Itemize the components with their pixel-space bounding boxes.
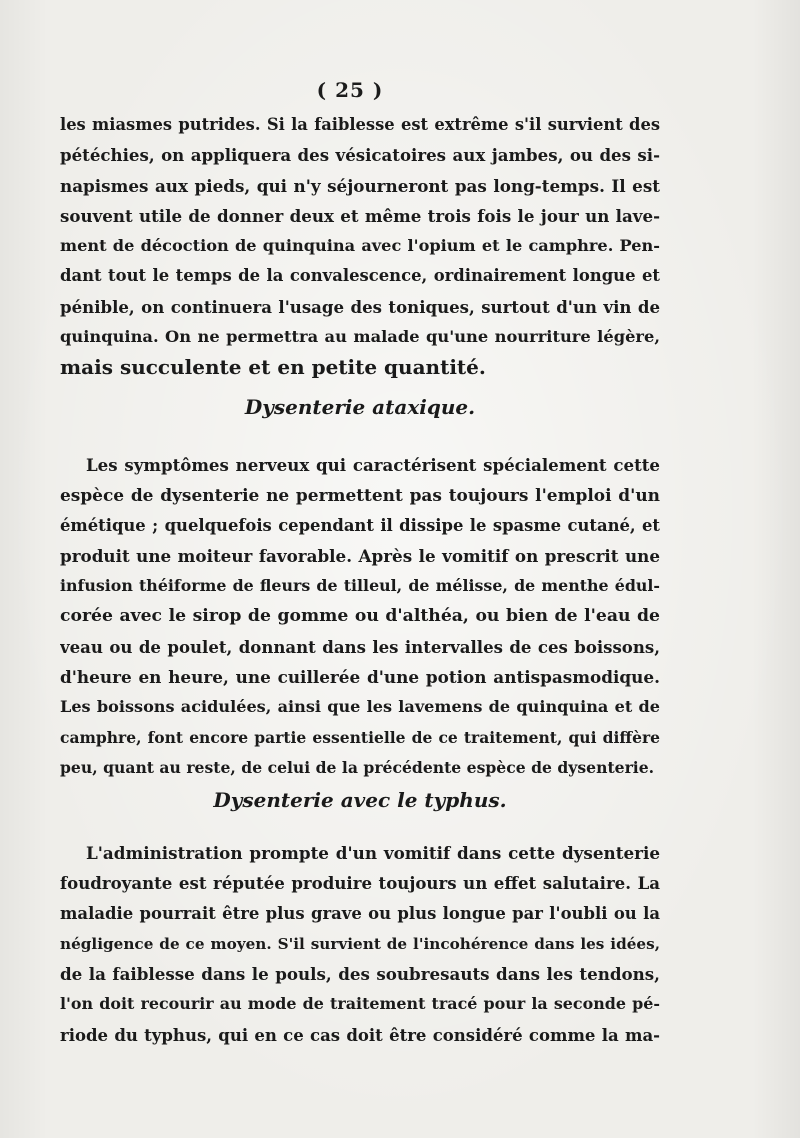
page-number: ( 25 ) [316, 78, 384, 102]
text-line: peu, quant au reste, de celui de la précédente espèce de dysenterie. [60, 757, 655, 777]
text-line: riode du typhus, qui en ce cas doit être considéré comme la ma- [60, 1024, 660, 1045]
text-line: mais succulente et en petite quantité. [60, 355, 486, 380]
text-line: produit une moiteur favorable. Après le vomitif on prescrit une [60, 545, 660, 566]
text-line: Les boissons acidulées, ainsi que les lavemens de quinquina et de [60, 697, 660, 717]
text-line: infusion théiforme de fleurs de tilleul, de mélisse, de menthe édul- [60, 576, 660, 596]
text-line: de la faiblesse dans le pouls, des soubresauts dans les tendons, [60, 964, 660, 985]
text-line: L'administration prompte d'un vomitif dans cette dysenterie [86, 843, 660, 863]
text-line: maladie pourrait être plus grave ou plus longue par l'oubli ou la [60, 903, 660, 923]
text-line: les miasmes putrides. Si la faiblesse est extrême s'il survient des [60, 115, 660, 134]
text-line: l'on doit recourir au mode de traitement tracé pour la seconde pé- [60, 994, 660, 1014]
text-line: ment de décoction de quinquina avec l'opium et le camphre. Pen- [60, 236, 660, 256]
text-line: émétique ; quelquefois cependant il dissipe le spasme cutané, et [60, 515, 660, 535]
text-line: foudroyante est réputée produire toujours un effet salutaire. La [60, 873, 660, 894]
text-line: dant tout le temps de la convalescence, ordinairement longue et [60, 266, 660, 286]
text-line: pénible, on continuera l'usage des toniques, surtout d'un vin de [60, 296, 660, 317]
text-line: quinquina. On ne permettra au malade qu'une nourriture légère, [60, 327, 660, 347]
text-line: camphre, font encore partie essentielle de ce traitement, qui diffère [60, 727, 660, 747]
text-line: corée avec le sirop de gomme ou d'althéa, ou bien de l'eau de [60, 606, 660, 627]
paragraph-typhus [60, 838, 660, 1050]
text-line: Les symptômes nerveux qui caractérisent spécialement cette [86, 455, 660, 475]
paragraph-ataxique [60, 450, 660, 783]
text-line: veau ou de poulet, donnant dans les intervalles de ces boissons, [60, 636, 660, 657]
text-line: napismes aux pieds, qui n'y séjourneront pas long-temps. Il est [60, 175, 660, 196]
section-heading-typhus: Dysenterie avec le typhus. [213, 788, 507, 812]
text-line: d'heure en heure, une cuillerée d'une potion antispasmodique. [60, 667, 660, 688]
text-line: souvent utile de donner deux et même trois fois le jour un lave- [60, 205, 660, 226]
text-line: pétéchies, on appliquera des vésicatoires aux jambes, ou des si- [60, 145, 660, 166]
paragraph-intro [60, 110, 660, 383]
text-line: espèce de dysenterie ne permettent pas toujours l'emploi d'un [60, 485, 660, 506]
text-line: négligence de ce moyen. S'il survient de l'incohérence dans les idées, [60, 934, 660, 953]
section-heading-ataxique: Dysenterie ataxique. [244, 395, 476, 419]
